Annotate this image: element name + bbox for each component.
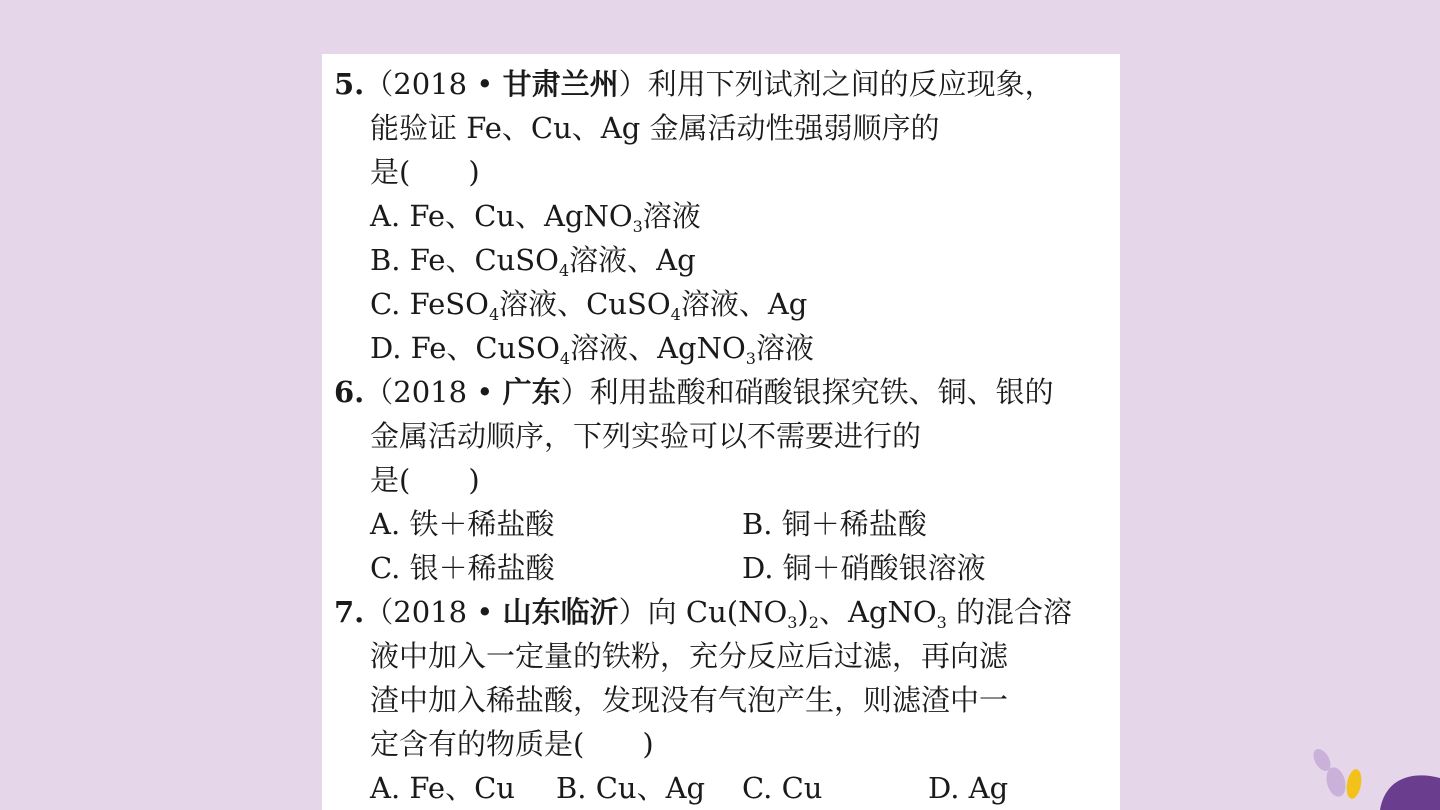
q6-number: 6. (334, 375, 365, 409)
q5-option-b (370, 240, 696, 280)
q7-option-b: B. Cu、Ag (556, 771, 706, 805)
q6-stem-3: 是( ) (370, 463, 480, 497)
q7-source-close: ） (618, 595, 648, 629)
q7-number: 7. (334, 595, 365, 629)
q5-stem-1: 利用下列试剂之间的反应现象， (647, 67, 1054, 101)
q5-line-1 (334, 64, 1054, 104)
q7-stem-1-sub-2: 2 (808, 613, 819, 632)
q7-stem-2: 液中加入一定量的铁粉，充分反应后过滤，再向滤 (370, 639, 1009, 673)
q5-option-a-text: A. Fe、Cu、AgNO (370, 199, 633, 233)
q5-option-b-text: B. Fe、CuSO (370, 243, 559, 277)
q6-source-open: （2018 • (364, 375, 503, 409)
q5-option-c-sub-2: 4 (670, 305, 681, 324)
q5-option-c-sub-1: 4 (488, 305, 500, 324)
q6-stem-2: 金属活动顺序，下列实验可以不需要进行的 (370, 419, 922, 453)
q6-option-c: C. 银＋稀盐酸 (370, 551, 555, 585)
q5-source-place: 甘肃兰州 (502, 67, 619, 101)
q7-stem-1-c: 、AgNO (818, 595, 937, 629)
q5-option-a-tail: 溶液 (642, 199, 701, 233)
q6-source-place: 广东 (502, 375, 561, 409)
q6-option-d: D. 铜＋硝酸银溶液 (742, 551, 986, 585)
document-page (322, 54, 1120, 810)
q5-source-close: ） (618, 67, 648, 101)
decorative-leaves-icon (1300, 740, 1440, 810)
q5-stem-2: 能验证 Fe、Cu、Ag 金属活动性强弱顺序的 (370, 111, 940, 145)
q7-stem-1-a: 向 Cu(NO (647, 595, 788, 629)
q7-stem-1 (647, 595, 1073, 632)
q5-option-d (370, 328, 814, 368)
q5-option-b-sub: 4 (558, 261, 570, 280)
q6-line-1 (334, 372, 1054, 412)
q7-stem-1-sub-1: 3 (787, 613, 798, 632)
q5-option-a (370, 196, 701, 236)
q7-stem-4: 定含有的物质是( ) (370, 727, 654, 761)
q6-option-a: A. 铁＋稀盐酸 (370, 507, 555, 541)
q7-stem-1-sub-3: 3 (936, 613, 947, 632)
q5-option-d-text: D. Fe、CuSO (370, 331, 560, 365)
q5-option-b-tail: 溶液、Ag (569, 243, 696, 277)
q5-option-d-tail: 溶液 (755, 331, 814, 365)
q7-source-open: （2018 • (364, 595, 503, 629)
q7-stem-1-d: 的混合溶 (946, 595, 1073, 629)
q7-option-a: A. Fe、Cu (370, 771, 515, 805)
q5-option-c-text: C. FeSO (370, 287, 489, 321)
q5-option-d-mid: 溶液、AgNO (570, 331, 746, 365)
q7-line-1 (334, 592, 1072, 632)
q5-option-d-sub-1: 4 (559, 349, 571, 368)
q5-option-d-sub-2: 3 (745, 349, 756, 368)
q5-option-c (370, 284, 807, 324)
q5-stem-3: 是( ) (370, 155, 480, 189)
q5-option-a-sub: 3 (632, 217, 643, 236)
q7-stem-3: 渣中加入稀盐酸，发现没有气泡产生，则滤渣中一 (370, 683, 1009, 717)
q5-source-open: （2018 • (364, 67, 503, 101)
q5-option-c-mid: 溶液、CuSO (499, 287, 671, 321)
q6-stem-1: 利用盐酸和硝酸银探究铁、铜、银的 (589, 375, 1054, 409)
q6-option-b: B. 铜＋稀盐酸 (742, 507, 927, 541)
q5-number: 5. (334, 67, 365, 101)
q7-option-c: C. Cu (742, 771, 823, 805)
q5-option-c-tail: 溶液、Ag (680, 287, 808, 321)
q7-stem-1-b: ) (797, 595, 809, 629)
q7-source-place: 山东临沂 (502, 595, 619, 629)
q7-option-d: D. Ag (928, 771, 1009, 805)
q6-source-close: ） (560, 375, 590, 409)
